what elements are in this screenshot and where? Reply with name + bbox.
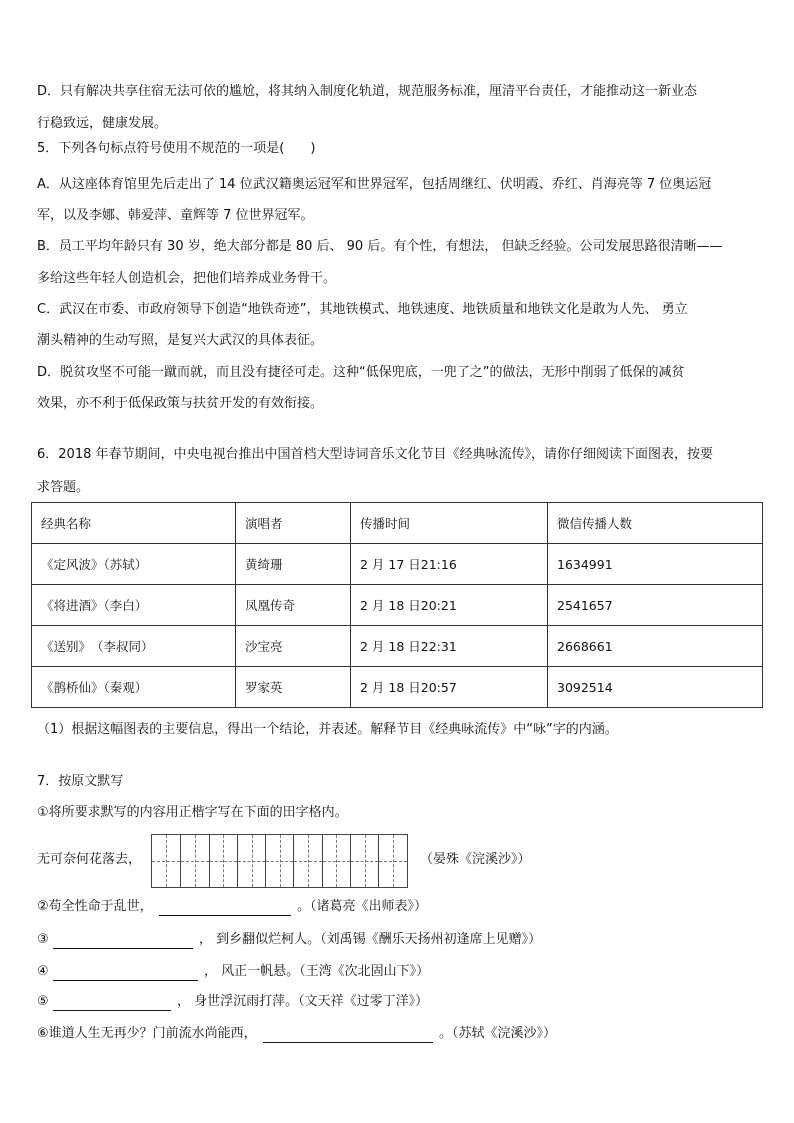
table-cell: 《将进酒》（李白） (32, 585, 236, 626)
table-cell: 3092514 (548, 667, 763, 708)
q7-title: 7．按原文默写 (37, 774, 124, 789)
tian-grid[interactable] (151, 834, 408, 888)
answer-blank[interactable] (263, 1028, 433, 1043)
q5-option-d-line1: D．脱贫攻坚不可能一蹴而就，而且没有捷径可走。这种“低保兜底，一兜了之”的做法，无形中削弱了低保的减贫 (37, 365, 685, 380)
q7-item2-source: 。（诸葛亮《出师表》） (296, 899, 427, 914)
tian-cell[interactable] (378, 835, 406, 887)
q7-item2-prompt: ②苟全性命于乱世， (37, 899, 153, 914)
q6-intro-line1: 6．2018 年春节期间，中央电视台推出中国首档大型诗词音乐文化节目《经典咏流传》，请你仔细阅读下面图表，按要 (37, 447, 713, 462)
table-header-cell: 传播时间 (351, 503, 548, 544)
q7-item3 (37, 931, 541, 949)
table-header-cell: 演唱者 (236, 503, 351, 544)
q7-item6-prompt: ⑥谁道人生无再少？门前流水尚能西， (37, 1026, 257, 1041)
q7-item4 (37, 963, 429, 981)
table-cell: 沙宝亮 (236, 626, 351, 667)
q7-item5 (37, 993, 428, 1011)
q4-option-d-line2: 行稳致远，健康发展。 (37, 116, 168, 131)
q7-item2 (37, 898, 427, 916)
table-cell: 2668661 (548, 626, 763, 667)
answer-blank[interactable] (53, 966, 198, 981)
tian-cell[interactable] (237, 835, 265, 887)
q7-item1-instruction: ①将所要求默写的内容用正楷字写在下面的田字格内。 (37, 805, 348, 820)
tian-cell[interactable] (350, 835, 378, 887)
q5-option-b-line2: 多给这些年轻人创造机会，把他们培养成业务骨干。 (37, 271, 337, 286)
table-row (32, 667, 763, 708)
table-header-row (32, 503, 763, 544)
table-row (32, 544, 763, 585)
table-row (32, 585, 763, 626)
q7-item3-source: ， 到乡翻似烂柯人。（刘禹锡《酬乐天扬州初逢席上见赠》） (198, 932, 542, 947)
answer-blank[interactable] (159, 901, 291, 916)
q5-option-d-line2: 效果，亦不利于低保政策与扶贫开发的有效衔接。 (37, 396, 324, 411)
q5-option-a-line2: 军，以及李娜、韩爱萍、童辉等 7 位世界冠军。 (37, 208, 314, 223)
tian-cell[interactable] (152, 835, 180, 887)
table-cell: 《鹊桥仙》（秦观） (32, 667, 236, 708)
tian-cell[interactable] (180, 835, 208, 887)
q5-option-a-line1: A．从这座体育馆里先后走出了 14 位武汉籍奥运冠军和世界冠军，包括周继红、伏明霞、乔红、肖海亮等 7 位奥运冠 (37, 177, 712, 192)
table-cell: 《送别》 （李叔同） (32, 626, 236, 667)
q6-intro-line2: 求答题。 (37, 480, 90, 495)
q7-item5-source: ， 身世浮沉雨打萍。（文天祥《过零丁洋》） (176, 994, 429, 1009)
tian-cell[interactable] (322, 835, 350, 887)
table-cell: 罗家英 (236, 667, 351, 708)
table-cell: 2 月 18 日20:57 (351, 667, 548, 708)
tian-cell[interactable] (265, 835, 293, 887)
q7-item6-source: 。（苏轼《浣溪沙》） (438, 1026, 556, 1041)
table-cell: 1634991 (548, 544, 763, 585)
answer-blank[interactable] (53, 934, 193, 949)
q7-item4-number: ④ (37, 964, 49, 979)
table-cell: 凤凰传奇 (236, 585, 351, 626)
q7-item1-prompt: 无可奈何花落去， (37, 852, 142, 867)
q7-item6 (37, 1025, 556, 1043)
q5-option-c-line1: C．武汉在市委、市政府领导下创造“地铁奇迹”，其地铁模式、地铁速度、地铁质量和地铁文化是敢为人先、 勇立 (37, 302, 688, 317)
q7-item1-source: （晏殊《浣溪沙》） (420, 852, 531, 867)
table-cell: 2 月 18 日22:31 (351, 626, 548, 667)
q7-item4-source: ， 风正一帆悬。（王湾《次北固山下》） (203, 964, 430, 979)
table-header-cell: 经典名称 (32, 503, 236, 544)
table-cell: 黄绮珊 (236, 544, 351, 585)
table-header-cell: 微信传播人数 (548, 503, 763, 544)
table-cell: 2 月 17 日21:16 (351, 544, 548, 585)
q6-question-1: （1）根据这幅图表的主要信息，得出一个结论，并表述。解释节目《经典咏流传》中“咏”字的内涵。 (37, 722, 618, 737)
table-row (32, 626, 763, 667)
q5-title: 5．下列各句标点符号使用不规范的一项是( ) (37, 141, 316, 156)
q5-option-b-line1: B．员工平均年龄只有 30 岁，绝大部分都是 80 后、 90 后。有个性，有想法， 但缺乏经验。公司发展思路很清晰—— (37, 239, 723, 254)
table-cell: 2 月 18 日20:21 (351, 585, 548, 626)
q4-option-d-line1: D．只有解决共享住宿无法可依的尴尬，将其纳入制度化轨道，规范服务标准，厘清平台责任，才能推动这一新业态 (37, 84, 698, 99)
q7-item3-number: ③ (37, 932, 49, 947)
q5-option-c-line2: 潮头精神的生动写照，是复兴大武汉的具体表征。 (37, 333, 324, 348)
table-cell: 2541657 (548, 585, 763, 626)
tian-cell[interactable] (293, 835, 321, 887)
q7-item5-number: ⑤ (37, 994, 49, 1009)
answer-blank[interactable] (53, 996, 171, 1011)
table-cell: 《定风波》（苏轼） (32, 544, 236, 585)
poetry-table (31, 502, 763, 708)
tian-cell[interactable] (209, 835, 237, 887)
